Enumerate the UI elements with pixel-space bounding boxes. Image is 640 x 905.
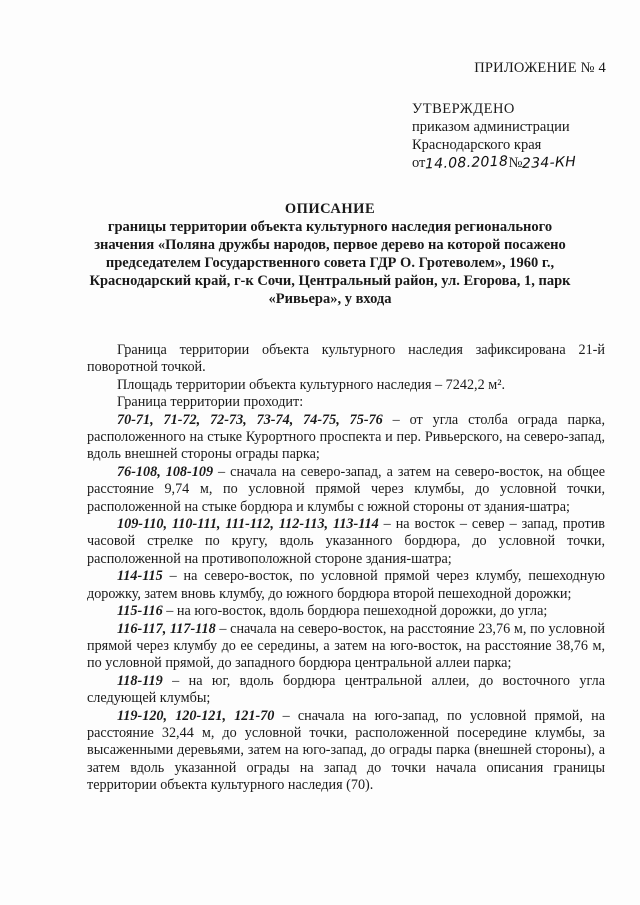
paragraph-boundary-intro: Граница территории проходит: bbox=[117, 394, 304, 411]
segment-text: – от угла столба ограда парка, расположенного на стыке Курортного проспекта и пер. Ривьерского, на северо-запад, вдоль внешней стороны ограды парка; bbox=[87, 411, 605, 463]
paragraph-area: Площадь территории объекта культурного наследия – 7242,2 м². bbox=[117, 376, 506, 393]
order-number-prefix: № bbox=[508, 155, 523, 171]
document-heading bbox=[80, 200, 580, 308]
segment-points: 118-119 bbox=[117, 672, 163, 689]
boundary-segment bbox=[87, 708, 605, 795]
heading-subtitle: границы территории объекта культурного наследия регионального значения «Поляна дружбы народов, первое дерево на которой посажено председателем Государственного совета ГДР О. Гротеволем», 1960 г., Краснодарский край, г-к Сочи, Центральный район, ул. Егорова, 1, парк «Ривьера», у входа bbox=[89, 219, 571, 307]
order-prefix: от bbox=[412, 155, 426, 171]
boundary-segment bbox=[87, 673, 605, 708]
order-line bbox=[412, 154, 576, 172]
segment-points: 70-71, 71-72, 72-73, 73-74, 74-75, 75-76 bbox=[117, 411, 383, 428]
segment-points: 114-115 bbox=[117, 568, 163, 585]
segment-points: 119-120, 120-121, 121-70 bbox=[117, 707, 275, 724]
approved-line-2: Краснодарского края bbox=[412, 137, 542, 153]
document-body bbox=[87, 342, 605, 795]
handwritten-order-number: 234-КН bbox=[522, 154, 577, 172]
segment-points: 109-110, 110-111, 111-112, 112-113, 113-114 bbox=[117, 516, 379, 533]
approved-title: УТВЕРЖДЕНО bbox=[412, 101, 515, 117]
segment-points: 76-108, 108-109 bbox=[117, 463, 214, 480]
segment-points: 116-117, 117-118 bbox=[117, 620, 216, 637]
paragraph-points-count: Граница территории объекта культурного наследия зафиксирована 21-й поворотной точкой. bbox=[87, 342, 605, 376]
handwritten-order-date: 14.08.2018 bbox=[425, 153, 509, 173]
boundary-segment bbox=[87, 412, 605, 464]
boundary-segment bbox=[87, 568, 605, 603]
boundary-segment bbox=[87, 603, 605, 620]
approval-block bbox=[412, 100, 576, 172]
segment-text: – на юг, вдоль бордюра центральной аллеи, до восточного угла следующей клумбы; bbox=[87, 672, 605, 707]
segment-text: – на восток – север – запад, против часовой стрелке по кругу, вдоль указанного бордюра, до условной точки, расположенной на противоположной стороне здания-шатра; bbox=[87, 516, 605, 567]
segment-text: – сначала на северо-запад, а затем на северо-восток, на общее расстояние 9,74 м, по условной прямой через клумбы, до условной точки, расположенной на стыке бордюра и клумбы с южной стороны от здания-шатра; bbox=[87, 463, 606, 515]
segment-text: – на северо-восток, по условной прямой через клумбу, пешеходную дорожку, затем вновь клумбу, до южного бордюра второй пешеходной дорожки; bbox=[87, 568, 605, 602]
boundary-segment bbox=[87, 464, 605, 516]
approved-line-1: приказом администрации bbox=[412, 119, 570, 135]
appendix-label: ПРИЛОЖЕНИЕ № 4 bbox=[474, 60, 606, 76]
segment-points: 115-116 bbox=[117, 603, 163, 620]
segment-text: – сначала на северо-восток, на расстояние 23,76 м, по условной прямой через клумбу до ее середины, а затем на юго-восток, на расстояние 38,76 м, по условной прямой, до западного бордюра центральной аллеи парка; bbox=[87, 620, 605, 672]
boundary-segment bbox=[87, 516, 605, 568]
heading-title: ОПИСАНИЕ bbox=[284, 201, 376, 217]
segment-text: – сначала на юго-запад, по условной прямой, на расстояние 32,44 м, до условной точки, расположенной посередине клумбы, за высаженными деревьями, затем на юго-запад, до ограды парка (внешней стороны), а затем вдоль указанной ограды на запад до точки начала описания границы территории объекта культурного наследия (70). bbox=[87, 707, 605, 794]
boundary-segment bbox=[87, 621, 605, 673]
segment-text: – на юго-восток, вдоль бордюра пешеходной дорожки, до угла; bbox=[162, 603, 548, 620]
